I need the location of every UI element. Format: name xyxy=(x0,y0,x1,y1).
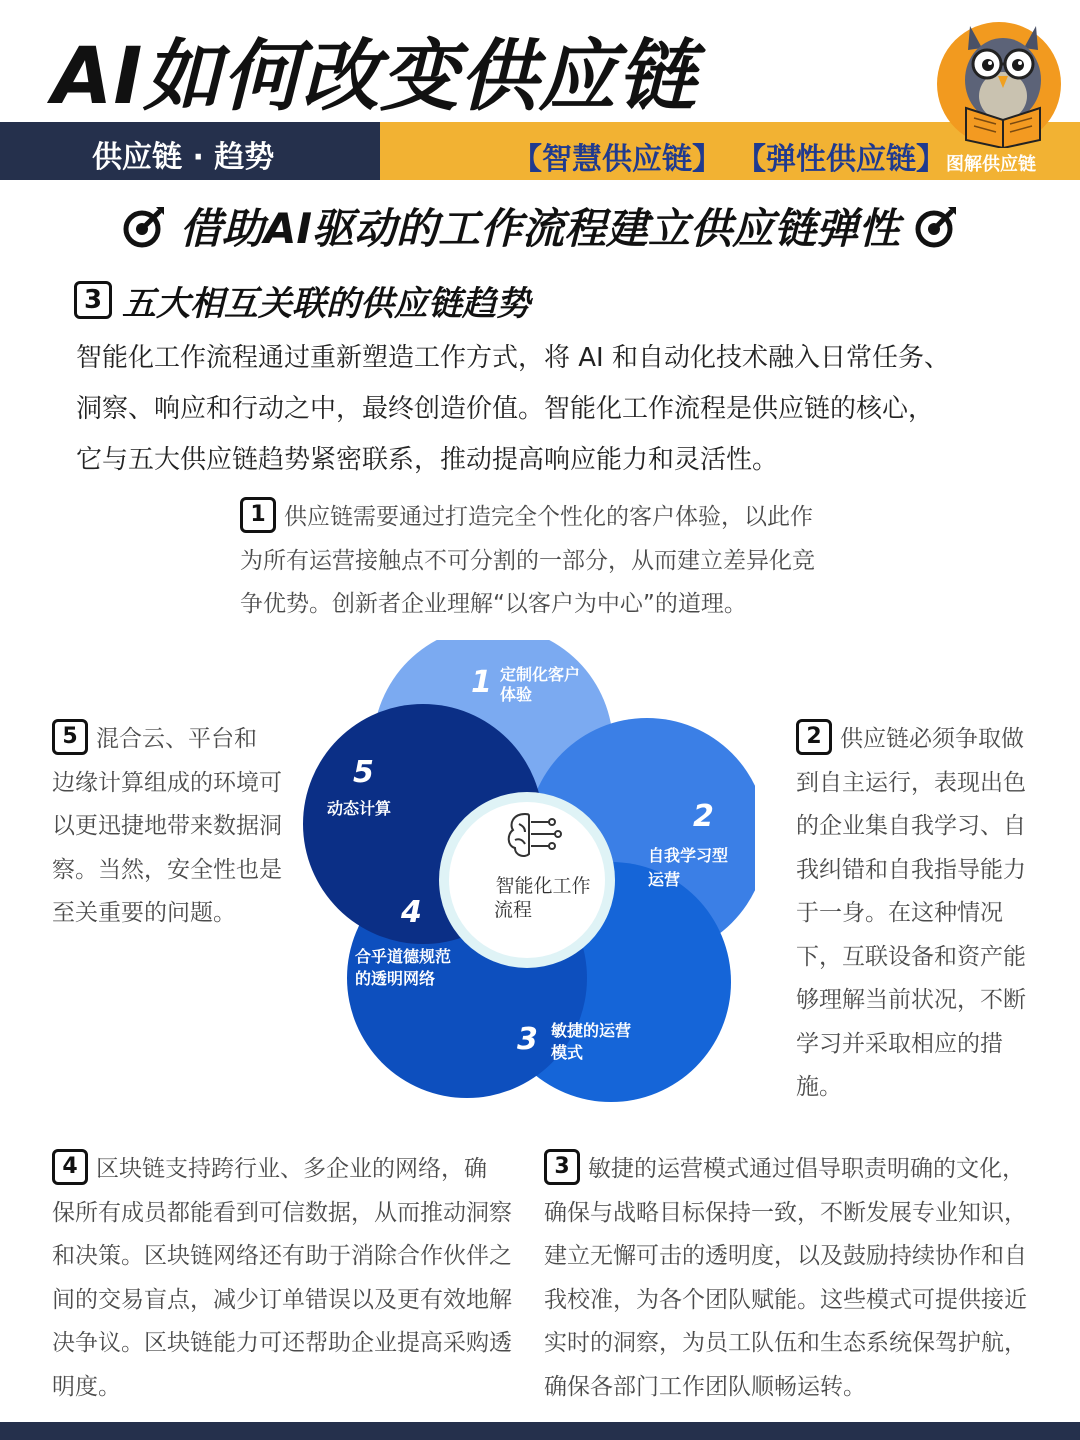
trend-line: 下，互联设备和资产能 xyxy=(796,943,1026,970)
petal-2-number: 2 xyxy=(693,799,714,834)
trend-line: 间的交易盲点，减少订单错误以及更有效地解 xyxy=(52,1286,512,1313)
trend-line: 的企业集自我学习、自 xyxy=(796,813,1026,839)
trend-4-paragraph xyxy=(52,1148,532,1409)
subtitle-text: 借助AI驱动的工作流程建立供应链弹性 xyxy=(179,204,901,253)
trend-5-paragraph xyxy=(52,718,302,936)
intro-paragraph xyxy=(76,333,1026,486)
target-icon xyxy=(122,205,166,249)
section-number: 3 xyxy=(74,281,112,319)
trend-number: 1 xyxy=(240,497,276,533)
trend-number: 5 xyxy=(52,719,88,755)
trend-line: 决争议。区块链能力可还帮助企业提高采购透 xyxy=(52,1330,512,1356)
trend-number: 2 xyxy=(796,719,832,755)
trend-line: 边缘计算组成的环境可 xyxy=(52,769,282,796)
petal-2-label-line: 自我学习型 xyxy=(648,846,729,865)
intro-line: 智能化工作流程通过重新塑造工作方式，将 AI 和自动化技术融入日常任务、 xyxy=(76,343,950,373)
trend-line: 建立无懈可击的透明度，以及鼓励持续协作和自 xyxy=(544,1243,1027,1269)
trend-line: 和决策。区块链网络还有助于消除合作伙伴之 xyxy=(52,1243,512,1269)
trend-line: 混合云、平台和 xyxy=(96,726,257,752)
trends-venn-diagram xyxy=(295,640,755,1110)
petal-4-label-line: 的透明网络 xyxy=(355,969,436,988)
center-label-line: 流程 xyxy=(493,899,533,921)
trend-line: 敏捷的运营模式通过倡导职责明确的文化， xyxy=(588,1156,1025,1182)
trend-line: 我纠错和自我指导能力 xyxy=(796,856,1026,883)
petal-4-label-line: 合乎道德规范 xyxy=(355,947,452,966)
trend-3-paragraph xyxy=(544,1148,1064,1409)
brand-label: 图解供应链 xyxy=(946,154,1036,175)
trend-line: 争优势。创新者企业理解“以客户为中心”的道理。 xyxy=(240,591,747,617)
tag-smart-supply-chain: 【智慧供应链】 xyxy=(512,142,722,177)
petal-5-number: 5 xyxy=(353,755,374,790)
trend-line: 区块链支持跨行业、多企业的网络，确 xyxy=(96,1156,487,1182)
section-header xyxy=(74,276,530,324)
petal-3-label-line: 模式 xyxy=(551,1043,584,1062)
page-title: AI如何改变供应链 xyxy=(52,32,697,122)
section-title: 五大相互关联的供应链趋势 xyxy=(122,283,530,324)
trend-line: 供应链需要通过打造完全个性化的客户体验，以此作 xyxy=(284,504,813,530)
footer-bar xyxy=(0,1422,1080,1440)
trend-line: 察。当然，安全性也是 xyxy=(52,856,282,883)
trend-line: 供应链必须争取做 xyxy=(840,726,1024,752)
category-label: 供应链 · 趋势 xyxy=(92,140,275,175)
trend-line: 实时的洞察，为员工队伍和生态系统保驾护航， xyxy=(544,1330,1027,1356)
trend-line: 够理解当前状况，不断 xyxy=(796,987,1026,1013)
petal-3-number: 3 xyxy=(517,1022,538,1057)
trend-line: 到自主运行，表现出色 xyxy=(796,769,1026,796)
owl-icon xyxy=(948,8,1058,148)
petal-3-label-line: 敏捷的运营 xyxy=(551,1021,632,1040)
trend-line: 以更迅捷地带来数据洞 xyxy=(52,813,282,839)
trend-line: 确保各部门工作团队顺畅运转。 xyxy=(544,1373,866,1400)
intro-line: 洞察、响应和行动之中，最终创造价值。智能化工作流程是供应链的核心， xyxy=(76,394,935,424)
trend-1-paragraph xyxy=(240,496,860,627)
tag-resilient-supply-chain: 【弹性供应链】 xyxy=(736,142,946,177)
trend-line: 施。 xyxy=(796,1074,842,1100)
trend-line: 保所有成员都能看到可信数据，从而推动洞察 xyxy=(52,1199,512,1226)
trend-line: 为所有运营接触点不可分割的一部分，从而建立差异化竞 xyxy=(240,547,815,574)
trend-number: 3 xyxy=(544,1149,580,1185)
target-icon xyxy=(914,205,958,249)
trend-line: 明度。 xyxy=(52,1373,121,1400)
trend-line: 学习并采取相应的措 xyxy=(796,1030,1003,1057)
trend-line: 于一身。在这种情况 xyxy=(796,900,1003,926)
trend-number: 4 xyxy=(52,1149,88,1185)
petal-1-label-line: 定制化客户 xyxy=(500,665,581,684)
trend-line: 我校准，为各个团队赋能。这些模式可提供接近 xyxy=(544,1286,1027,1313)
center-label-line: 智能化工作 xyxy=(495,875,591,897)
subtitle xyxy=(0,196,1080,256)
petal-1-number: 1 xyxy=(471,665,492,700)
trend-line: 确保与战略目标保持一致，不断发展专业知识， xyxy=(544,1199,1027,1226)
petal-1-label-line: 体验 xyxy=(500,685,533,704)
petal-2-label-line: 运营 xyxy=(648,870,681,889)
trend-2-paragraph xyxy=(796,718,1066,1110)
petal-5-label-line: 动态计算 xyxy=(327,799,392,818)
intro-line: 它与五大供应链趋势紧密联系，推动提高响应能力和灵活性。 xyxy=(76,445,779,475)
petal-4-number: 4 xyxy=(401,895,422,930)
category-band xyxy=(0,122,380,180)
trend-line: 至关重要的问题。 xyxy=(52,900,236,926)
